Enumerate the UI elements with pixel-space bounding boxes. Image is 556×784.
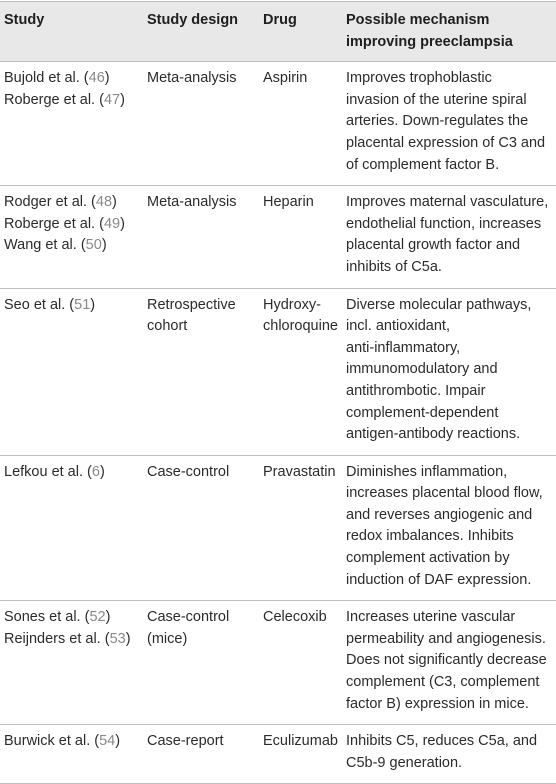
citation-close: ) (120, 91, 125, 108)
reference-link[interactable]: 48 (95, 194, 113, 211)
drug-cell (259, 186, 342, 288)
study-cell (0, 725, 143, 784)
mechanism-text: and reverses angiogenic and (346, 506, 533, 523)
study-author: Seo et al. ( (4, 296, 75, 313)
citation-close: ) (90, 296, 96, 313)
study-citation (4, 462, 139, 484)
citation-close: ) (104, 70, 110, 87)
study-design-cell (143, 725, 259, 784)
study-citation (4, 90, 139, 112)
study-author: Roberge et al. ( (4, 215, 104, 232)
mechanism-text: redox imbalances. Inhibits (346, 528, 514, 545)
drug-cell (259, 455, 342, 601)
mechanism-cell (342, 601, 556, 725)
mechanism-text: Increases uterine vascular (346, 609, 516, 626)
study-author: Roberge et al. ( (4, 91, 104, 108)
study-citation (4, 68, 139, 90)
study-citation (4, 295, 139, 317)
citation-close: ) (99, 463, 105, 480)
citation-close: ) (105, 609, 111, 626)
study-author: Lefkou et al. ( (4, 463, 92, 480)
study-design-cell (143, 455, 259, 601)
citation-close: ) (101, 237, 107, 254)
drug-name: Hydroxy- (263, 296, 322, 313)
mechanism-text: Does not significantly decrease (346, 652, 547, 669)
drug-name: Pravastatin (263, 463, 336, 480)
mechanism-text: induction of DAF expression. (346, 571, 532, 588)
study-design-cell (143, 186, 259, 288)
mechanism-text: anti-inflammatory, (346, 339, 461, 356)
drug-cell (259, 62, 342, 186)
mechanism-text: immunomodulatory and (346, 361, 498, 378)
drug-mechanism-table (0, 1, 556, 784)
reference-link[interactable]: 47 (103, 91, 121, 108)
study-design-text: cohort (147, 318, 188, 335)
study-author: Reijnders et al. ( (4, 630, 110, 647)
study-design-text: Retrospective (147, 296, 236, 313)
mechanism-text: arteries. Down-regulates the (346, 113, 529, 130)
drug-name: Eculizumab (263, 733, 338, 750)
reference-link[interactable]: 54 (99, 733, 116, 750)
study-design-text: Case-report (147, 733, 224, 750)
citation-close: ) (125, 630, 131, 647)
study-design-text: (mice) (147, 630, 188, 647)
study-author: Wang et al. ( (4, 237, 86, 254)
table-row (0, 186, 556, 288)
drug-cell (259, 601, 342, 725)
header-mechanism-line-2: improving preeclampsia (346, 33, 513, 50)
mechanism-text: Improves maternal vasculature, (346, 194, 549, 211)
mechanism-text: increases placental blood flow, (346, 485, 543, 502)
mechanism-text: placental growth factor and (346, 237, 521, 254)
mechanism-text: complement activation by (346, 550, 510, 567)
study-cell (0, 455, 143, 601)
study-design-text: Case-control (147, 609, 230, 626)
mechanism-cell (342, 725, 556, 784)
mechanism-cell (342, 288, 556, 455)
drug-name: Aspirin (263, 70, 308, 87)
study-citation (4, 235, 139, 257)
reference-link[interactable]: 52 (89, 609, 106, 626)
mechanism-text: inhibits of C5a. (346, 258, 442, 275)
mechanism-text: incl. antioxidant, (346, 318, 450, 335)
study-citation (4, 192, 139, 214)
reference-link[interactable]: 6 (91, 463, 100, 480)
citation-close: ) (120, 215, 125, 232)
reference-link[interactable]: 51 (74, 296, 91, 313)
citation-close: ) (112, 194, 117, 211)
drug-cell (259, 725, 342, 784)
mechanism-text: Diverse molecular pathways, (346, 296, 532, 313)
header-study: Study (0, 2, 143, 62)
mechanism-text: permeability and angiogenesis. (346, 630, 546, 647)
study-citation (4, 214, 139, 236)
mechanism-text: of complement factor B. (346, 156, 500, 173)
mechanism-text: endothelial function, increases (346, 215, 542, 232)
mechanism-cell (342, 62, 556, 186)
header-mechanism (342, 2, 556, 62)
study-citation (4, 629, 139, 651)
mechanism-text: antigen-antibody reactions. (346, 426, 521, 443)
study-author: Rodger et al. ( (4, 194, 96, 211)
mechanism-text: complement (C3, complement (346, 674, 540, 691)
study-design-cell (143, 62, 259, 186)
drug-cell (259, 288, 342, 455)
study-design-cell (143, 601, 259, 725)
mechanism-text: Diminishes inflammation, (346, 463, 508, 480)
mechanism-text: complement-dependent (346, 404, 499, 421)
table-header (0, 2, 556, 62)
study-citation (4, 607, 139, 629)
table-row (0, 288, 556, 455)
study-design-text: Meta-analysis (147, 194, 237, 211)
table-row (0, 62, 556, 186)
mechanism-text: placental expression of C3 and (346, 134, 546, 151)
study-author: Bujold et al. ( (4, 70, 89, 87)
mechanism-text: antithrombotic. Impair (346, 382, 486, 399)
drug-name: Celecoxib (263, 609, 327, 626)
header-study-design: Study design (143, 2, 259, 62)
study-design-cell (143, 288, 259, 455)
reference-link[interactable]: 53 (109, 630, 126, 647)
reference-link[interactable]: 46 (88, 70, 105, 87)
study-cell (0, 62, 143, 186)
mechanism-text: invasion of the uterine spiral (346, 91, 527, 108)
study-cell (0, 601, 143, 725)
table-row (0, 455, 556, 601)
study-author: Burwick et al. ( (4, 733, 100, 750)
citation-close: ) (115, 733, 121, 750)
header-drug: Drug (259, 2, 342, 62)
table-body (0, 62, 556, 784)
table-row (0, 725, 556, 784)
mechanism-text: factor B) expression in mice. (346, 695, 529, 712)
table-row (0, 601, 556, 725)
study-cell (0, 288, 143, 455)
mechanism-text: Improves trophoblastic (346, 70, 492, 87)
mechanism-cell (342, 186, 556, 288)
header-mechanism-line-1: Possible mechanism (346, 12, 490, 28)
reference-link[interactable]: 50 (85, 237, 102, 254)
study-author: Sones et al. ( (4, 609, 90, 626)
study-cell (0, 186, 143, 288)
study-citation (4, 731, 139, 753)
study-design-text: Meta-analysis (147, 70, 237, 87)
drug-name: chloroquine (263, 318, 338, 335)
study-design-text: Case-control (147, 463, 230, 480)
mechanism-text: Inhibits C5, reduces C5a, and (346, 733, 538, 750)
mechanism-cell (342, 455, 556, 601)
mechanism-text: C5b-9 generation. (346, 754, 463, 771)
reference-link[interactable]: 49 (103, 215, 121, 232)
header-row (0, 2, 556, 62)
drug-name: Heparin (263, 194, 314, 211)
